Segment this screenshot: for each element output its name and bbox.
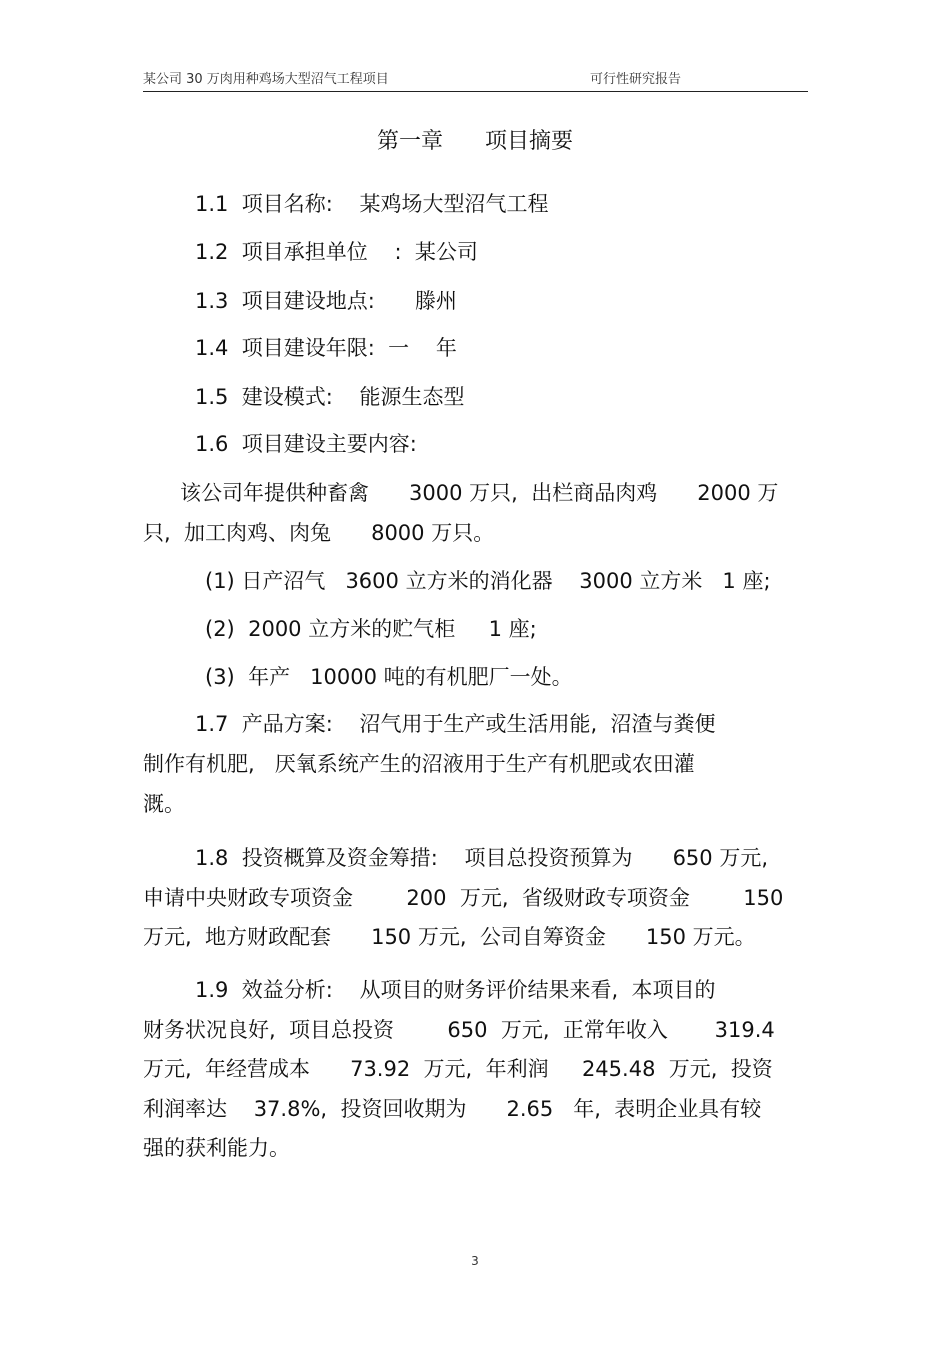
item-1-4: 1.4 项目建设年限: 一 年 bbox=[195, 336, 457, 360]
item-1-8: 1.8 投资概算及资金筹措: 项目总投资预算为 650 万元, bbox=[195, 846, 769, 870]
item-1-6: 1.6 项目建设主要内容: bbox=[195, 432, 417, 456]
page-number: 3 bbox=[471, 1254, 479, 1268]
item-1-2: 1.2 项目承担单位 : 某公司 bbox=[195, 240, 478, 264]
paragraph-line: 只, 加工肉鸡、肉兔 8000 万只。 bbox=[143, 521, 495, 545]
item-1-9: 1.9 效益分析: 从项目的财务评价结果来看, 本项目的 bbox=[195, 978, 716, 1002]
list-item: (1) 日产沼气 3600 立方米的消化器 3000 立方米 1 座; bbox=[205, 569, 771, 593]
paragraph-line: 溉。 bbox=[143, 792, 185, 816]
chapter-title: 第一章 项目摘要 bbox=[377, 129, 573, 154]
running-header-left: 某公司 30 万肉用种鸡场大型沼气工程项目 bbox=[143, 72, 389, 87]
running-header-right: 可行性研究报告 bbox=[590, 72, 682, 87]
paragraph-line: 强的获利能力。 bbox=[143, 1136, 290, 1160]
paragraph-line: 万元, 地方财政配套 150 万元, 公司自筹资金 150 万元。 bbox=[143, 925, 756, 949]
paragraph-line: 万元, 年经营成本 73.92 万元, 年利润 245.48 万元, 投资 bbox=[143, 1057, 773, 1081]
paragraph-line: 申请中央财政专项资金 200 万元, 省级财政专项资金 150 bbox=[143, 886, 784, 910]
item-1-5: 1.5 建设模式: 能源生态型 bbox=[195, 385, 465, 409]
item-1-7: 1.7 产品方案: 沼气用于生产或生活用能, 沼渣与粪便 bbox=[195, 712, 716, 736]
paragraph-line: 该公司年提供种畜禽 3000 万只, 出栏商品肉鸡 2000 万 bbox=[180, 481, 779, 505]
item-1-3: 1.3 项目建设地点: 滕州 bbox=[195, 289, 457, 313]
list-item: (3) 年产 10000 吨的有机肥厂一处。 bbox=[205, 665, 573, 689]
paragraph-line: 利润率达 37.8%, 投资回收期为 2.65 年, 表明企业具有较 bbox=[143, 1097, 762, 1121]
paragraph-line: 制作有机肥, 厌氧系统产生的沼液用于生产有机肥或农田灌 bbox=[143, 752, 695, 776]
item-1-1: 1.1 项目名称: 某鸡场大型沼气工程 bbox=[195, 192, 549, 216]
paragraph-line: 财务状况良好, 项目总投资 650 万元, 正常年收入 319.4 bbox=[143, 1018, 775, 1042]
list-item: (2) 2000 立方米的贮气柜 1 座; bbox=[205, 617, 537, 641]
header-rule bbox=[143, 91, 808, 92]
